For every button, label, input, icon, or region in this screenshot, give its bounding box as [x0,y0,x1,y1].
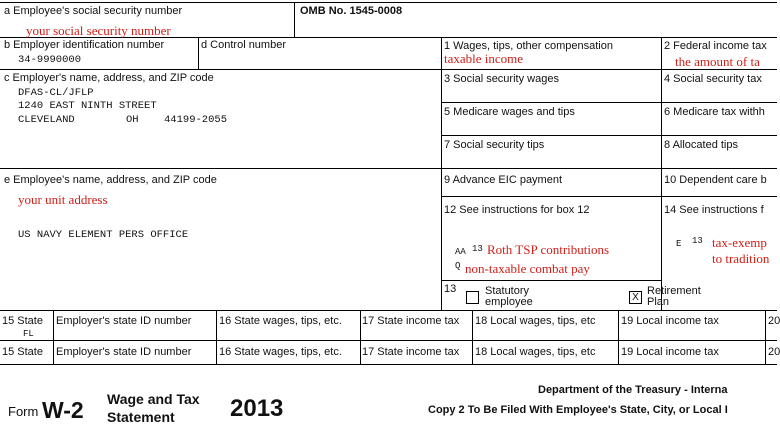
box-14-annotation-2: to tradition [712,251,770,266]
rule [294,2,295,37]
box-c-zip: 44199-2055 [164,114,228,126]
rule [661,37,662,310]
form-word: Form [8,404,39,419]
statutory-employee-checkbox[interactable] [466,291,479,304]
box-b-label: b Employer identification number [4,39,165,51]
rule [441,102,777,103]
row1-box-15-label: 15 State [2,315,43,327]
row2-box-15-label: 15 State [2,346,43,358]
copy-instructions: Copy 2 To Be Filed With Employee's State, City, or Local I [428,404,728,416]
box-c-line2: 1240 EAST NINTH STREET [18,100,157,112]
row1-box-17-label: 17 State income tax [362,315,460,327]
rule [216,310,217,364]
box-c-state: OH [126,114,139,126]
box-13-label: 13 [444,283,457,295]
form-code: W-2 [42,397,84,423]
box-c-line1: DFAS-CL/JFLP [18,87,94,99]
row1-box-20-label: 20 [768,315,780,327]
box-3-label: 3 Social security wages [444,73,559,85]
rule [441,37,442,310]
rule [53,310,54,364]
box-14-code: E [676,239,682,249]
box-14-annotation-1: tax-exemp [712,235,767,250]
box-5-label: 5 Medicare wages and tips [444,106,575,118]
statutory-employee-label-2: employee [485,296,533,308]
rule [441,196,777,197]
box-1-annotation: taxable income [444,51,524,66]
row2-box-17-label: 17 State income tax [362,346,460,358]
row1-box-16-label: 16 State wages, tips, etc. [219,315,342,327]
retirement-plan-label-2: Plan [647,296,670,308]
box-4-label: 4 Social security tax [664,73,762,85]
rule [0,340,777,341]
box-2-annotation: the amount of ta [675,54,760,69]
box-7-label: 7 Social security tips [444,139,545,151]
box-1-label: 1 Wages, tips, other compensation [444,40,613,52]
box-14-label: 14 See instructions f [664,204,764,216]
row2-box-18-label: 18 Local wages, tips, etc [475,346,596,358]
row2-box-16-label: 16 State wages, tips, etc. [219,346,342,358]
box-2-label: 2 Federal income tax [664,40,767,52]
box-10-label: 10 Dependent care b [664,174,767,186]
row2-employer-state-id-label: Employer's state ID number [56,346,192,358]
rule [0,2,777,3]
row1-box-18-label: 18 Local wages, tips, etc [475,315,596,327]
row2-box-19-label: 19 Local income tax [621,346,719,358]
tax-year: 2013 [230,395,284,422]
box-8-label: 8 Allocated tips [664,139,738,151]
box-12-amount-1: 13 [472,244,483,254]
rule [618,310,619,364]
row1-employer-state-id-label: Employer's state ID number [56,315,192,327]
row1-box-19-label: 19 Local income tax [621,315,719,327]
rule [441,280,661,281]
box-e-annotation: your unit address [18,192,108,207]
box-12-code-2: Q [455,261,461,271]
rule [472,310,473,364]
box-c-label: c Employer's name, address, and ZIP code [4,72,214,84]
box-b-value: 34-9990000 [18,54,82,66]
rule [441,135,777,136]
retirement-plan-label-1: Retirement [647,285,701,297]
box-12-code-1: AA [455,247,466,257]
rule [0,364,777,365]
box-12-label: 12 See instructions for box 12 [444,204,590,216]
box-12-annotation-1: Roth TSP contributions [487,242,610,257]
box-e-label: e Employee's name, address, and ZIP code [4,174,217,186]
box-14-amount: 13 [692,236,703,246]
rule [198,37,199,69]
retirement-plan-checkbox[interactable]: X [629,291,642,304]
box-d-label: d Control number [201,39,286,51]
omb-number: OMB No. 1545-0008 [300,5,403,17]
box-e-value: US NAVY ELEMENT PERS OFFICE [18,229,189,241]
box-6-label: 6 Medicare tax withh [664,106,765,118]
box-a-annotation: your social security number [26,23,171,38]
rule [765,310,766,364]
box-a-label: a Employee's social security number [4,5,183,17]
box-c-city: CLEVELAND [18,114,75,126]
form-title-line1: Wage and Tax [107,391,200,407]
box-12-annotation-2: non-taxable combat pay [465,261,590,276]
box-9-label: 9 Advance EIC payment [444,174,563,186]
department-line: Department of the Treasury - Interna [538,384,728,396]
form-title-line2: Statement [107,409,175,425]
statutory-employee-label-1: Statutory [485,285,530,297]
rule [360,310,361,364]
row2-box-20-label: 20 [768,346,780,358]
row1-state-value: FL [23,329,34,339]
rule [0,310,777,311]
